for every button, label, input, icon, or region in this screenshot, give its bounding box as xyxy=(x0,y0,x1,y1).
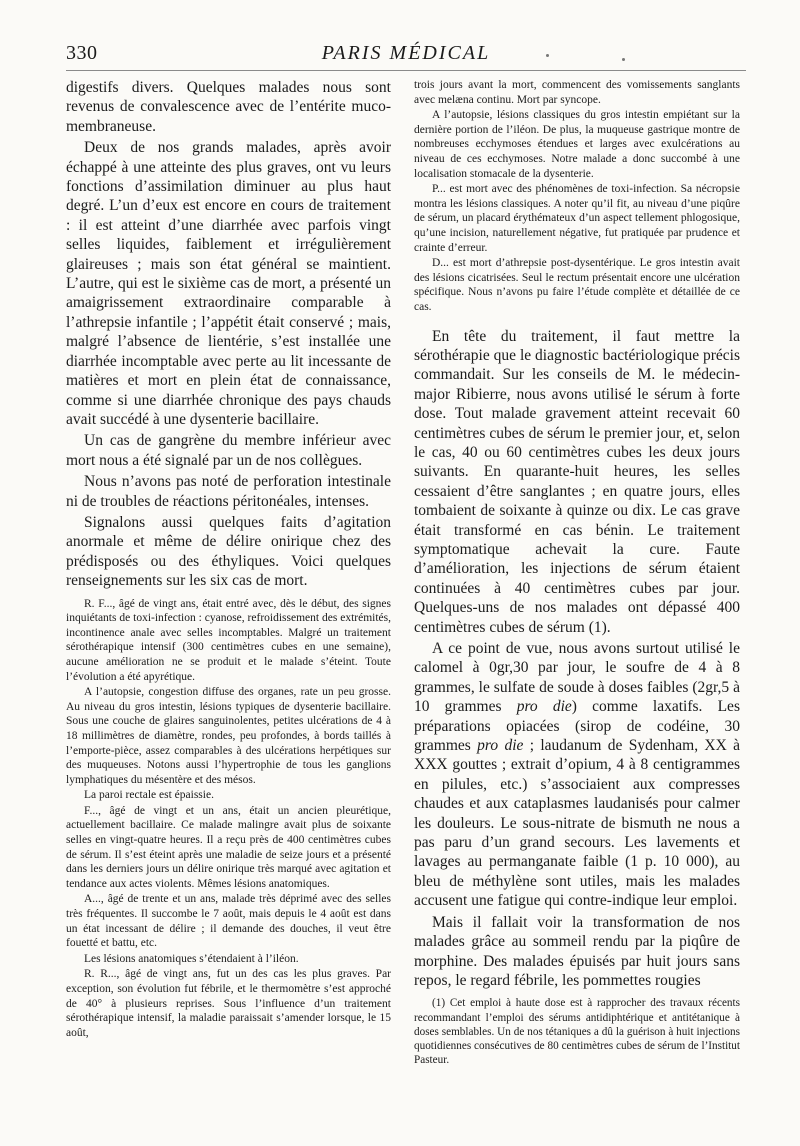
paragraph: En tête du traitement, il faut mettre la sérothérapie que le diagnostic bactériologique précis commandait. Sur les conseils de M. le médecin-major Ribierre, nous avons utilisé le sérum à forte dose. Tout malade gravement atteint recevait 60 centimètres cubes de sérum le premier jour, et, selon le cas, 40 ou 60 centimètres cubes les deux jours suivants. En quarante-huit heures, les selles cessaient d’être sanglantes ; en quatre jours, elles tombaient de soixante à quinze ou dix. Le cas grave était transformé en cas bénin. Le traitement symptomatique achevait la cure. Faute d’amélioration, les injections de sérum étaient continuées à 40 centimètres cubes par jour. Quelques-uns de nos malades ont dépassé 400 centimètres cubes de sérum (1). xyxy=(414,327,740,636)
paragraph: Signalons aussi quelques faits d’agitation anormale et même de délire onirique chez des prédisposés ou des éthyliques. Voici quelques renseignements sur les six cas de mort. xyxy=(66,513,391,590)
case-note: D... est mort d’athrepsie post-dysentérique. Le gros intestin avait des lésions cicatrisées. Seul le rectum présentait encore une ulcération spécifique. Nous n’avons pu faire l’étude complète et détaillée de ce cas. xyxy=(414,257,740,313)
print-speck xyxy=(622,58,625,61)
case-note: A..., âgé de trente et un ans, malade très déprimé avec des selles très fréquentes. Il succombe le 7 août, mais depuis le 4 août est dans un état incessant de délire ; il demande des douches, il veut être fouetté et battu, etc. xyxy=(66,893,391,950)
case-note: P... est mort avec des phénomènes de toxi-infection. Sa nécropsie montra les lésions classiques. A noter qu’il fit, au niveau d’une piqûre de sérum, un placard érythémateux d’un aspect tellement phlogosique, qu’une incision, naturellement négative, fut pratiquée par prudence et crainte d’erreur. xyxy=(414,183,740,254)
case-note: A l’autopsie, lésions classiques du gros intestin empiétant sur la dernière portion de l’iléon. De plus, la muqueuse gastrique montre de nombreuses ecchymoses étendues et larges avec exulcérations au niveau de ces ecchymoses. Notre malade a donc succombé à une localisation stomacale de la dysenterie. xyxy=(414,109,740,180)
case-note: Les lésions anatomiques s’étendaient à l’iléon. xyxy=(84,952,299,965)
right-column xyxy=(414,78,740,1067)
case-note: R. F..., âgé de vingt ans, était entré avec, dès le début, des signes inquiétants de toxi-infection : cyanose, refroidissement des extrémités, incontinence anale avec selles incomptables. Malgré un traitement sérothérapique intensif (300 centimètres cubes en une semaine), aucune amélioration ne se produit et le malade s’éteint. Toute l’évolution a été apyrétique. xyxy=(66,597,391,683)
case-note: R. R..., âgé de vingt ans, fut un des cas les plus graves. Par exception, son évolution fut fébrile, et le thermomètre s’est approché de 40° à plusieurs reprises. Sous l’influence d’un traitement sérothérapique intensif, la maladie paraissait s’amender lorsque, le 15 août, xyxy=(66,968,391,1039)
paragraph: digestifs divers. Quelques malades nous sont revenus de convalescence avec de l’entérite muco-membraneuse. xyxy=(66,79,391,135)
case-note: La paroi rectale est épaissie. xyxy=(84,789,214,802)
print-speck xyxy=(546,54,549,57)
journal-title: PARIS MÉDICAL xyxy=(321,42,491,64)
paragraph: Un cas de gangrène du membre inférieur avec mort nous a été signalé par un de nos collègues. xyxy=(66,432,391,469)
page-number: 330 xyxy=(66,42,98,64)
header-rule xyxy=(66,70,746,71)
case-note: trois jours avant la mort, commencent des vomissements sanglants avec melæna continu. Mort par syncope. xyxy=(414,79,740,106)
running-header xyxy=(66,38,746,66)
case-note: A l’autopsie, congestion diffuse des organes, rate un peu grosse. Au niveau du gros intestin, lésions typiques de dysenterie bacillaire. Sous une couche de glaires sanguinolentes, petites ulcérations de 4 à 18 millimètres de diamètre, rondes, peu profondes, à bords taillés à l’emporte-pièce, assez comparables à des ulcérations herpétiques sur des muqueuses. Notons aussi l’hypertrophie de tous les ganglions lymphatiques du mésentère et des mésos. xyxy=(66,686,391,786)
paragraph: A ce point de vue, nous avons surtout utilisé le calomel à 0gr,30 par jour, le soufre de 4 à 8 grammes, le sulfate de soude à doses faibles (2gr,5 à 10 grammes pro die) comme laxatifs. Les préparations opiacées (sirop de codéine, 30 grammes pro die ; laudanum de Sydenham, XX à XXX gouttes ; extrait d’opium, 4 à 8 centigrammes en pilules, etc.) s’associaient aux compresses chaudes et aux cataplasmes laudanisés pour calmer les douleurs. Le sous-nitrate de bismuth ne nous a pas paru d’un grand secours. Les lavements et lavages au permanganate faible (1 p. 10 000), au bleu de méthylène sont utiles, mais les malades accusent une fatigue qui contre-indique leur emploi. xyxy=(414,640,740,910)
left-column xyxy=(66,78,391,1040)
footnote: (1) Cet emploi à haute dose est à rapprocher des travaux récents recommandant l’emploi des sérums antidiphtérique et antitétanique à doses semblables. Un de nos tétaniques a dû la guérison à huit injections quotidiennes consécutives de 80 centimètres cubes de sérum de l’Institut Pasteur. xyxy=(414,997,740,1067)
paragraph: Nous n’avons pas noté de perforation intestinale ni de troubles de réactions péritonéales, intenses. xyxy=(66,473,391,510)
case-note: F..., âgé de vingt et un ans, était un ancien pleurétique, actuellement bacillaire. Ce malade malingre avait plus de soixante selles en vingt-quatre heures. Il a reçu près de 400 centimètres cubes de sérum. Il s’est éteint après une maladie de seize jours et a présenté dans les derniers jours un délire onirique très marqué avec agitation et tendance aux actes violents. Mêmes lésions anatomiques. xyxy=(66,804,391,890)
paragraph: Mais il fallait voir la transformation de nos malades grâce au sommeil rendu par la piqûre de morphine. Des malades épuisés par huit jours sans repos, le regard fébrile, les pommettes rougies xyxy=(414,913,740,989)
paragraph: Deux de nos grands malades, après avoir échappé à une atteinte des plus graves, ont vu leurs fonctions d’assimilation diminuer au plus haut degré. L’un d’eux est encore en cours de traitement : il est atteint d’une diarrhée avec parfois vingt selles liquides, faiblement et irrégulièrement glaireuses ; mais son état général se maintient. L’autre, qui est le sixième cas de mort, a présenté un amaigrissement extraordinaire comparable à l’athrepsie infantile ; l’appétit était conservé ; mais, malgré l’absence de lientérie, s’est installée une diarrhée incomptable avec perte au lit incessante de matières et mort en plein état de connaissance, comme si une diarrhée chronique des pays chauds avait succédé à une dysenterie bacillaire. xyxy=(66,139,391,428)
